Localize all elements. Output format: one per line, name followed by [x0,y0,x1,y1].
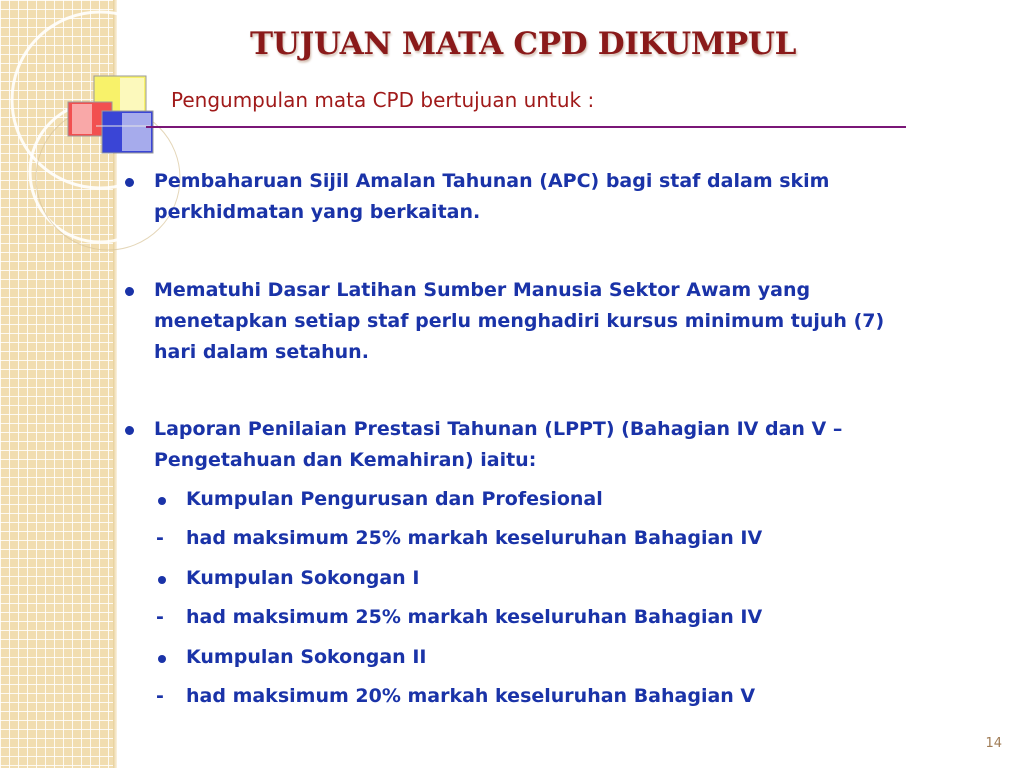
bullet-line: Pembaharuan Sijil Amalan Tahunan (APC) bagi staf dalam skim [154,170,830,192]
bullet-line: menetapkan setiap staf perlu menghadiri kursus minimum tujuh (7) [154,310,885,332]
slide-subtitle: Pengumpulan mata CPD bertujuan untuk : [171,88,595,112]
title-underline [146,126,906,128]
bullet-dot [125,287,134,296]
bullet-line: Laporan Penilaian Prestasi Tahunan (LPPT) (Bahagian IV dan V – [154,418,843,440]
bullet-line: Pengetahuan dan Kemahiran) iaitu: [154,449,537,471]
dash-marker: - [156,606,164,628]
dash-marker: - [156,527,164,549]
bullet-text [154,414,974,476]
red-square-highlight [72,104,92,134]
sub-bullet-dot [158,655,166,663]
sub-item-limit-text: had maksimum 25% markah keseluruhan Bahagian IV [186,527,763,549]
sub-item-label: Kumpulan Pengurusan dan Profesional [186,488,603,510]
sub-item-label: Kumpulan Sokongan I [186,567,420,589]
bullet-text [154,166,974,228]
bullet-text [154,275,974,368]
sub-item-limit-text: had maksimum 25% markah keseluruhan Bahagian IV [186,606,763,628]
page-number: 14 [985,736,1002,751]
sub-bullet-dot [158,497,166,505]
sub-item-limit-text: had maksimum 20% markah keseluruhan Bahagian V [186,685,756,707]
slide-title: TUJUAN MATA CPD DIKUMPUL [250,26,797,62]
sub-item-label: Kumpulan Sokongan II [186,646,427,668]
bullet-dot [125,426,134,435]
bullet-dot [125,178,134,187]
dash-marker: - [156,685,164,707]
bullet-line: perkhidmatan yang berkaitan. [154,201,481,223]
bullet-line: Mematuhi Dasar Latihan Sumber Manusia Sektor Awam yang [154,279,811,301]
blue-square-highlight [122,113,151,151]
bullet-line: hari dalam setahun. [154,341,369,363]
sub-bullet-dot [158,576,166,584]
